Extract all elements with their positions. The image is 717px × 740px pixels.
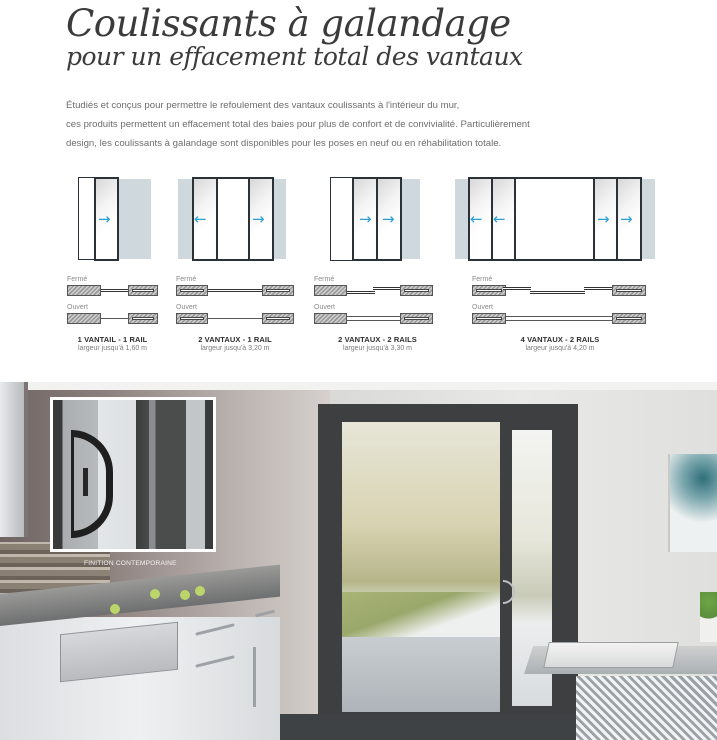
door-diagram	[78, 177, 150, 262]
closed-label: Fermé	[314, 276, 335, 283]
intro-line: Étudiés et conçus pour permettre le refoulement des vantaux coulissants à l'intérieur du mur,	[66, 100, 460, 111]
kitchen-photo	[0, 382, 717, 740]
config-name: 2 VANTAUX - 1 RAIL	[198, 335, 272, 344]
pocket	[400, 285, 433, 296]
open-book	[543, 642, 679, 668]
arrow-right-icon: →	[620, 210, 633, 228]
arrow-right-icon: →	[359, 210, 372, 228]
config-name: 2 VANTAUX - 2 RAILS	[338, 335, 417, 344]
open-label: Ouvert	[67, 304, 89, 311]
pocket-with-leaf	[128, 313, 158, 324]
arrow-right-icon: →	[382, 210, 395, 228]
pocket-area	[400, 179, 420, 259]
opening	[330, 177, 354, 261]
pocket-left	[176, 285, 208, 296]
terrace	[342, 637, 500, 712]
wall	[314, 313, 347, 324]
fruit	[195, 586, 205, 596]
fruit	[180, 590, 190, 600]
closed-label: Fermé	[176, 276, 197, 283]
leaf-closed-1	[503, 287, 531, 290]
leaf-closed-2	[373, 287, 401, 290]
closed-label: Fermé	[67, 276, 88, 283]
open-label: Ouvert	[176, 304, 198, 311]
tablecloth	[576, 676, 717, 740]
config-width: largeur jusqu'à 4,20 m	[525, 345, 595, 352]
rail	[208, 318, 263, 319]
door-diagram	[330, 177, 420, 262]
pocket-right-with-leaf	[262, 313, 294, 324]
arrow-left-icon: ←	[493, 210, 506, 228]
table	[524, 640, 717, 740]
page-subtitle: pour un effacement total des vantaux	[66, 42, 523, 71]
pocket	[128, 285, 158, 296]
rail-1	[347, 316, 400, 317]
pocket-area	[118, 179, 151, 259]
intro-paragraph	[66, 96, 626, 153]
page-title: Coulissants à galandage	[66, 2, 511, 45]
fruit	[150, 589, 160, 599]
garden-lawn	[342, 592, 500, 642]
pocket-left-with-leaf	[176, 313, 208, 324]
ceiling	[0, 382, 717, 390]
rail-2	[506, 320, 612, 321]
arrow-left-icon: ←	[194, 210, 207, 228]
door-diagram	[178, 177, 286, 262]
pocket-right	[262, 285, 294, 296]
rail-1	[506, 316, 612, 317]
intro-line: design, les coulissants à galandage sont disponibles pour les poses en neuf ou en réhabilitation totale.	[66, 138, 502, 149]
handle-closeup	[71, 430, 113, 538]
leaves-closed	[208, 289, 263, 292]
arrow-right-icon: →	[252, 210, 265, 228]
config-width: largeur jusqu'à 1,60 m	[77, 345, 148, 352]
open-label: Ouvert	[314, 304, 336, 311]
window-left	[0, 382, 28, 537]
config-name: 1 VANTAIL - 1 RAIL	[77, 335, 148, 344]
handle-lever	[83, 468, 88, 496]
plant	[700, 592, 717, 642]
arrow-left-icon: ←	[470, 210, 483, 228]
closed-label: Fermé	[472, 276, 493, 283]
wall	[314, 285, 347, 296]
open-label: Ouvert	[472, 304, 494, 311]
rail-2	[347, 320, 400, 321]
config-width: largeur jusqu'à 3,30 m	[342, 345, 413, 352]
leaf-closed-2	[530, 291, 585, 294]
cabinet-handle	[253, 647, 256, 707]
config-name: 4 VANTAUX - 2 RAILS	[520, 335, 600, 344]
wall-painting	[668, 454, 717, 552]
inset-handle-photo	[50, 397, 216, 552]
fruit	[110, 604, 120, 614]
intro-line: ces produits permettent un effacement total des baies pour plus de confort et de convivialité. Particulièrement	[66, 119, 530, 130]
rail	[101, 318, 128, 319]
leaf-closed-3	[584, 287, 612, 290]
arrow-right-icon: →	[98, 210, 111, 228]
pocket-left-with-leaves	[472, 313, 506, 324]
door-diagram	[455, 177, 655, 262]
pocket-right-with-leaves	[612, 313, 646, 324]
wall	[67, 285, 101, 296]
leaf-closed-1	[347, 291, 375, 294]
inset-caption: FINITION CONTEMPORAINE	[84, 560, 177, 567]
pocket-with-leaves	[400, 313, 433, 324]
arrow-right-icon: →	[597, 210, 610, 228]
wall	[67, 313, 101, 324]
pocket-left	[472, 285, 506, 296]
config-width: largeur jusqu'à 3,20 m	[200, 345, 270, 352]
pocket-right	[612, 285, 646, 296]
